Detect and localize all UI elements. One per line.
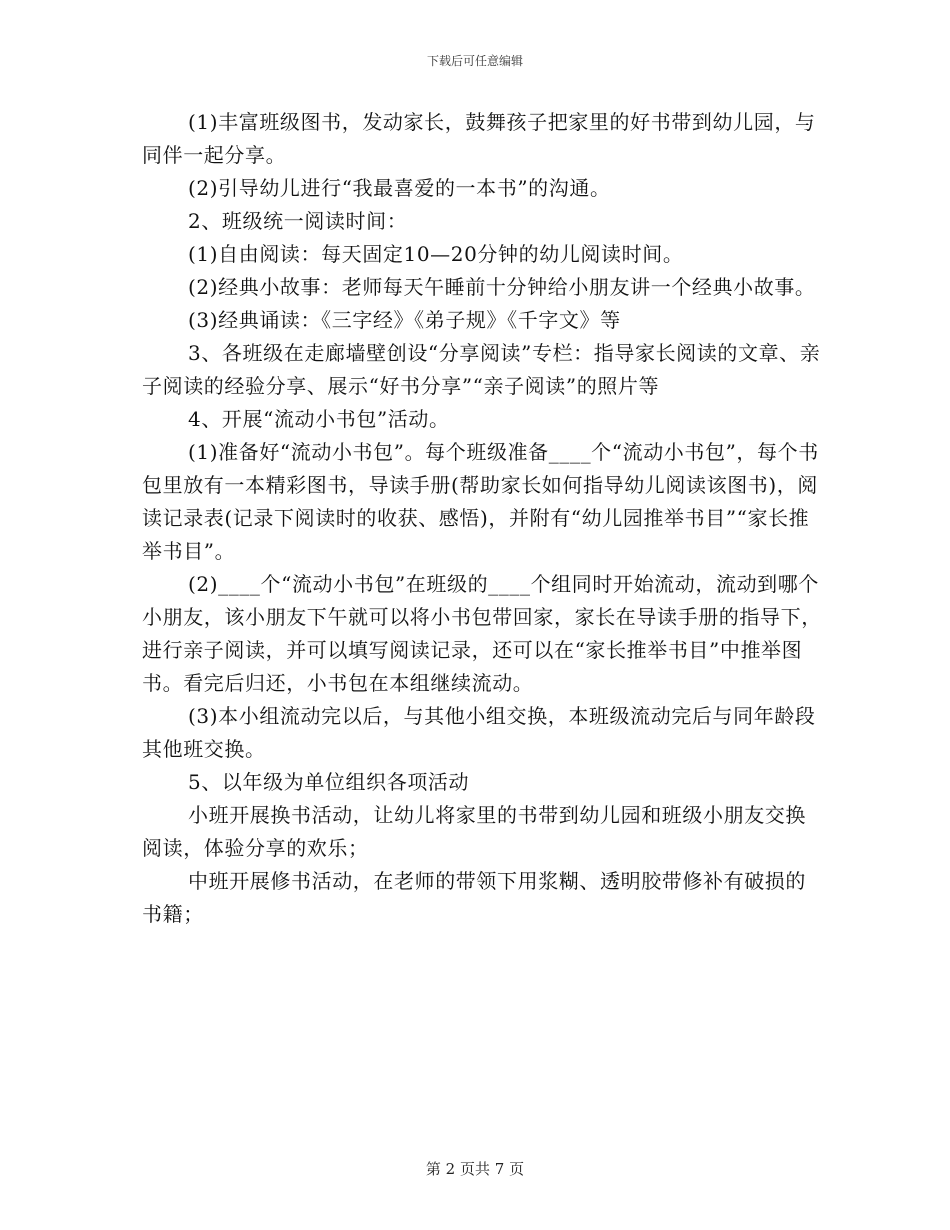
paragraph: 3、各班级在走廊墙壁创设“分享阅读”专栏：指导家长阅读的文章、亲子阅读的经验分享、展示“好书分享”“亲子阅读”的照片等 <box>142 341 821 398</box>
paragraph: (1)自由阅读：每天固定10—20分钟的幼儿阅读时间。 <box>188 242 684 266</box>
paragraph: (2)引导幼儿进行“我最喜爱的一本书”的沟通。 <box>188 176 611 200</box>
paragraph: (1)准备好“流动小书包”。每个班级准备____个“流动小书包”，每个书包里放有一本精彩图书，导读手册(帮助家长如何指导幼儿阅读该图书)，阅读记录表(记录下阅读时的收获、感悟)，并附有“幼儿园推举书目”“家长推举书目”。 <box>142 440 819 563</box>
paragraph: 小班开展换书活动，让幼儿将家里的书带到幼儿园和班级小朋友交换阅读，体验分享的欢乐； <box>142 803 806 860</box>
paragraph: 中班开展修书活动，在老师的带领下用浆糊、透明胶带修补有破损的书籍； <box>142 869 806 926</box>
page-header: 下载后可任意编辑 <box>426 54 523 68</box>
paragraph: (3)经典诵读：《三字经》《弟子规》《千字文》等 <box>188 308 621 332</box>
paragraph: (3)本小组流动完以后，与其他小组交换，本班级流动完后与同年龄段其他班交换。 <box>142 704 816 761</box>
paragraph: 4、开展“流动小书包”活动。 <box>188 407 450 431</box>
paragraph: (1)丰富班级图书，发动家长，鼓舞孩子把家里的好书带到幼儿园，与同伴一起分享。 <box>142 110 816 167</box>
page-footer: 第 2 页共 7 页 <box>425 1160 525 1178</box>
paragraph: (2)经典小故事：老师每天午睡前十分钟给小朋友讲一个经典小故事。 <box>188 275 816 299</box>
body-text <box>142 106 822 931</box>
paragraph: (2)____个“流动小书包”在班级的____个组同时开始流动，流动到哪个小朋友，该小朋友下午就可以将小书包带回家，家长在导读手册的指导下，进行亲子阅读，并可以填写阅读记录，还可以在“家长推举书目”中推举图书。看完后归还，小书包在本组继续流动。 <box>142 572 822 695</box>
paragraph: 5、以年级为单位组织各项活动 <box>188 770 470 794</box>
paragraph: 2、班级统一阅读时间： <box>188 209 408 233</box>
